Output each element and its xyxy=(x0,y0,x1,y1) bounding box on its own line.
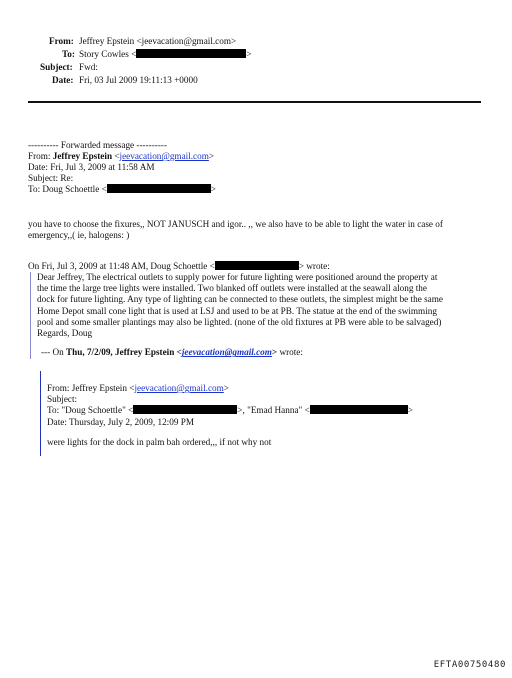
forward-from-label: From: xyxy=(28,151,51,161)
quote1-block xyxy=(30,272,491,359)
quote2-to-suffix: > xyxy=(407,405,413,416)
quote1-line: Regards, Doug xyxy=(37,328,93,339)
forward-separator: ---------- Forwarded message ---------- xyxy=(28,140,168,150)
quote1-intro-suffix: > wrote: xyxy=(298,261,330,271)
quote2-to-middle: >, "Emad Hanna" < xyxy=(237,405,310,416)
header-from-value: Jeffrey Epstein <jeevacation@gmail.com> xyxy=(79,36,237,46)
forward-from-email-link[interactable]: jeevacation@gmail.com xyxy=(119,151,209,161)
quote2-intro-prefix: --- On xyxy=(41,347,67,358)
header-to-suffix: > xyxy=(246,49,252,59)
header-subject-label: Subject: xyxy=(40,62,73,72)
quote2-from-email-link[interactable]: jeevacation@gmail.com xyxy=(134,383,224,393)
quote1-line: the time the large tree lights were installed. Two blanked off outlets were installed at the seawall along the xyxy=(37,283,427,294)
quote2-to-line xyxy=(47,405,487,416)
header-from-label: From: xyxy=(49,36,74,46)
quote2-intro xyxy=(37,347,491,358)
forward-to-line xyxy=(28,184,216,195)
forward-to-prefix: To: Doug Schoettle < xyxy=(28,184,107,194)
quote1-line: dock for future lighting. Any type of lighting can be connected to these outlets, the simplest might be the same xyxy=(37,294,443,305)
header-to-line xyxy=(79,49,251,60)
body-line-1: you have to choose the fixures,, NOT JANUSCH and igor.. ,, we also have to be able to light the water in case of xyxy=(28,219,443,229)
header-to-value: Story Cowles < xyxy=(79,49,137,59)
header-date-label: Date: xyxy=(52,75,74,85)
forward-date-line: Date: Fri, Jul 3, 2009 at 11:58 AM xyxy=(28,162,155,172)
quote2-subject-line: Subject: xyxy=(47,394,78,405)
quote2-intro-suffix: wrote: xyxy=(277,347,303,358)
redaction-block xyxy=(310,405,408,414)
quote1-intro-prefix: On Fri, Jul 3, 2009 at 11:48 AM, Doug Schoettle < xyxy=(28,261,215,271)
forward-from-open: < xyxy=(112,151,120,161)
body-line-2: emergency,,( ie, halogens: ) xyxy=(28,230,130,240)
quote2-from-close: > xyxy=(223,383,229,393)
quote1-line: Dear Jeffrey, The electrical outlets to supply power for future lighting were positioned around the property at xyxy=(37,272,438,282)
redaction-block xyxy=(215,261,299,270)
forward-from-name: Jeffrey Epstein xyxy=(52,151,113,161)
forward-subject-line: Subject: Re: xyxy=(28,173,74,183)
quote2-from-line xyxy=(47,383,487,394)
quote2-message: were lights for the dock in palm bah ordered,,, if not why not xyxy=(47,436,272,447)
header-date-value: Fri, 03 Jul 2009 19:11:13 +0000 xyxy=(79,75,198,85)
forward-from-close: > xyxy=(208,151,215,161)
header-divider xyxy=(28,101,481,103)
header-subject-value: Fwd: xyxy=(79,62,98,72)
quote1-line: Home Depot small cone light that is used at LSJ and used to be at PB. The statue at the end of the swimming xyxy=(37,305,437,316)
quote1-line: pool and some smaller plantings may also be lighted. (none of the old fixtures at PB were able to be salvaged) xyxy=(37,316,442,327)
forward-to-suffix: > xyxy=(210,184,216,194)
quote2-date-line: Date: Thursday, July 2, 2009, 12:09 PM xyxy=(47,416,194,427)
quote2-from-prefix: From: Jeffrey Epstein < xyxy=(47,383,135,393)
quote2-to-prefix: To: "Doug Schoettle" < xyxy=(47,405,134,416)
quote2-block xyxy=(40,371,487,456)
redaction-block xyxy=(133,405,237,414)
quote2-intro-email-link[interactable]: jeevacation@gmail.com xyxy=(181,347,272,358)
document-id: EFTA00750480 xyxy=(433,660,506,671)
redaction-block xyxy=(136,49,246,58)
redaction-block xyxy=(107,184,211,193)
quote2-intro-close: > xyxy=(271,347,278,358)
header-to-label: To: xyxy=(62,49,75,59)
forward-from-line xyxy=(28,151,214,162)
quote2-intro-date: Thu, 7/2/09, Jeffrey Epstein < xyxy=(66,347,182,358)
quote1-intro xyxy=(28,261,330,272)
